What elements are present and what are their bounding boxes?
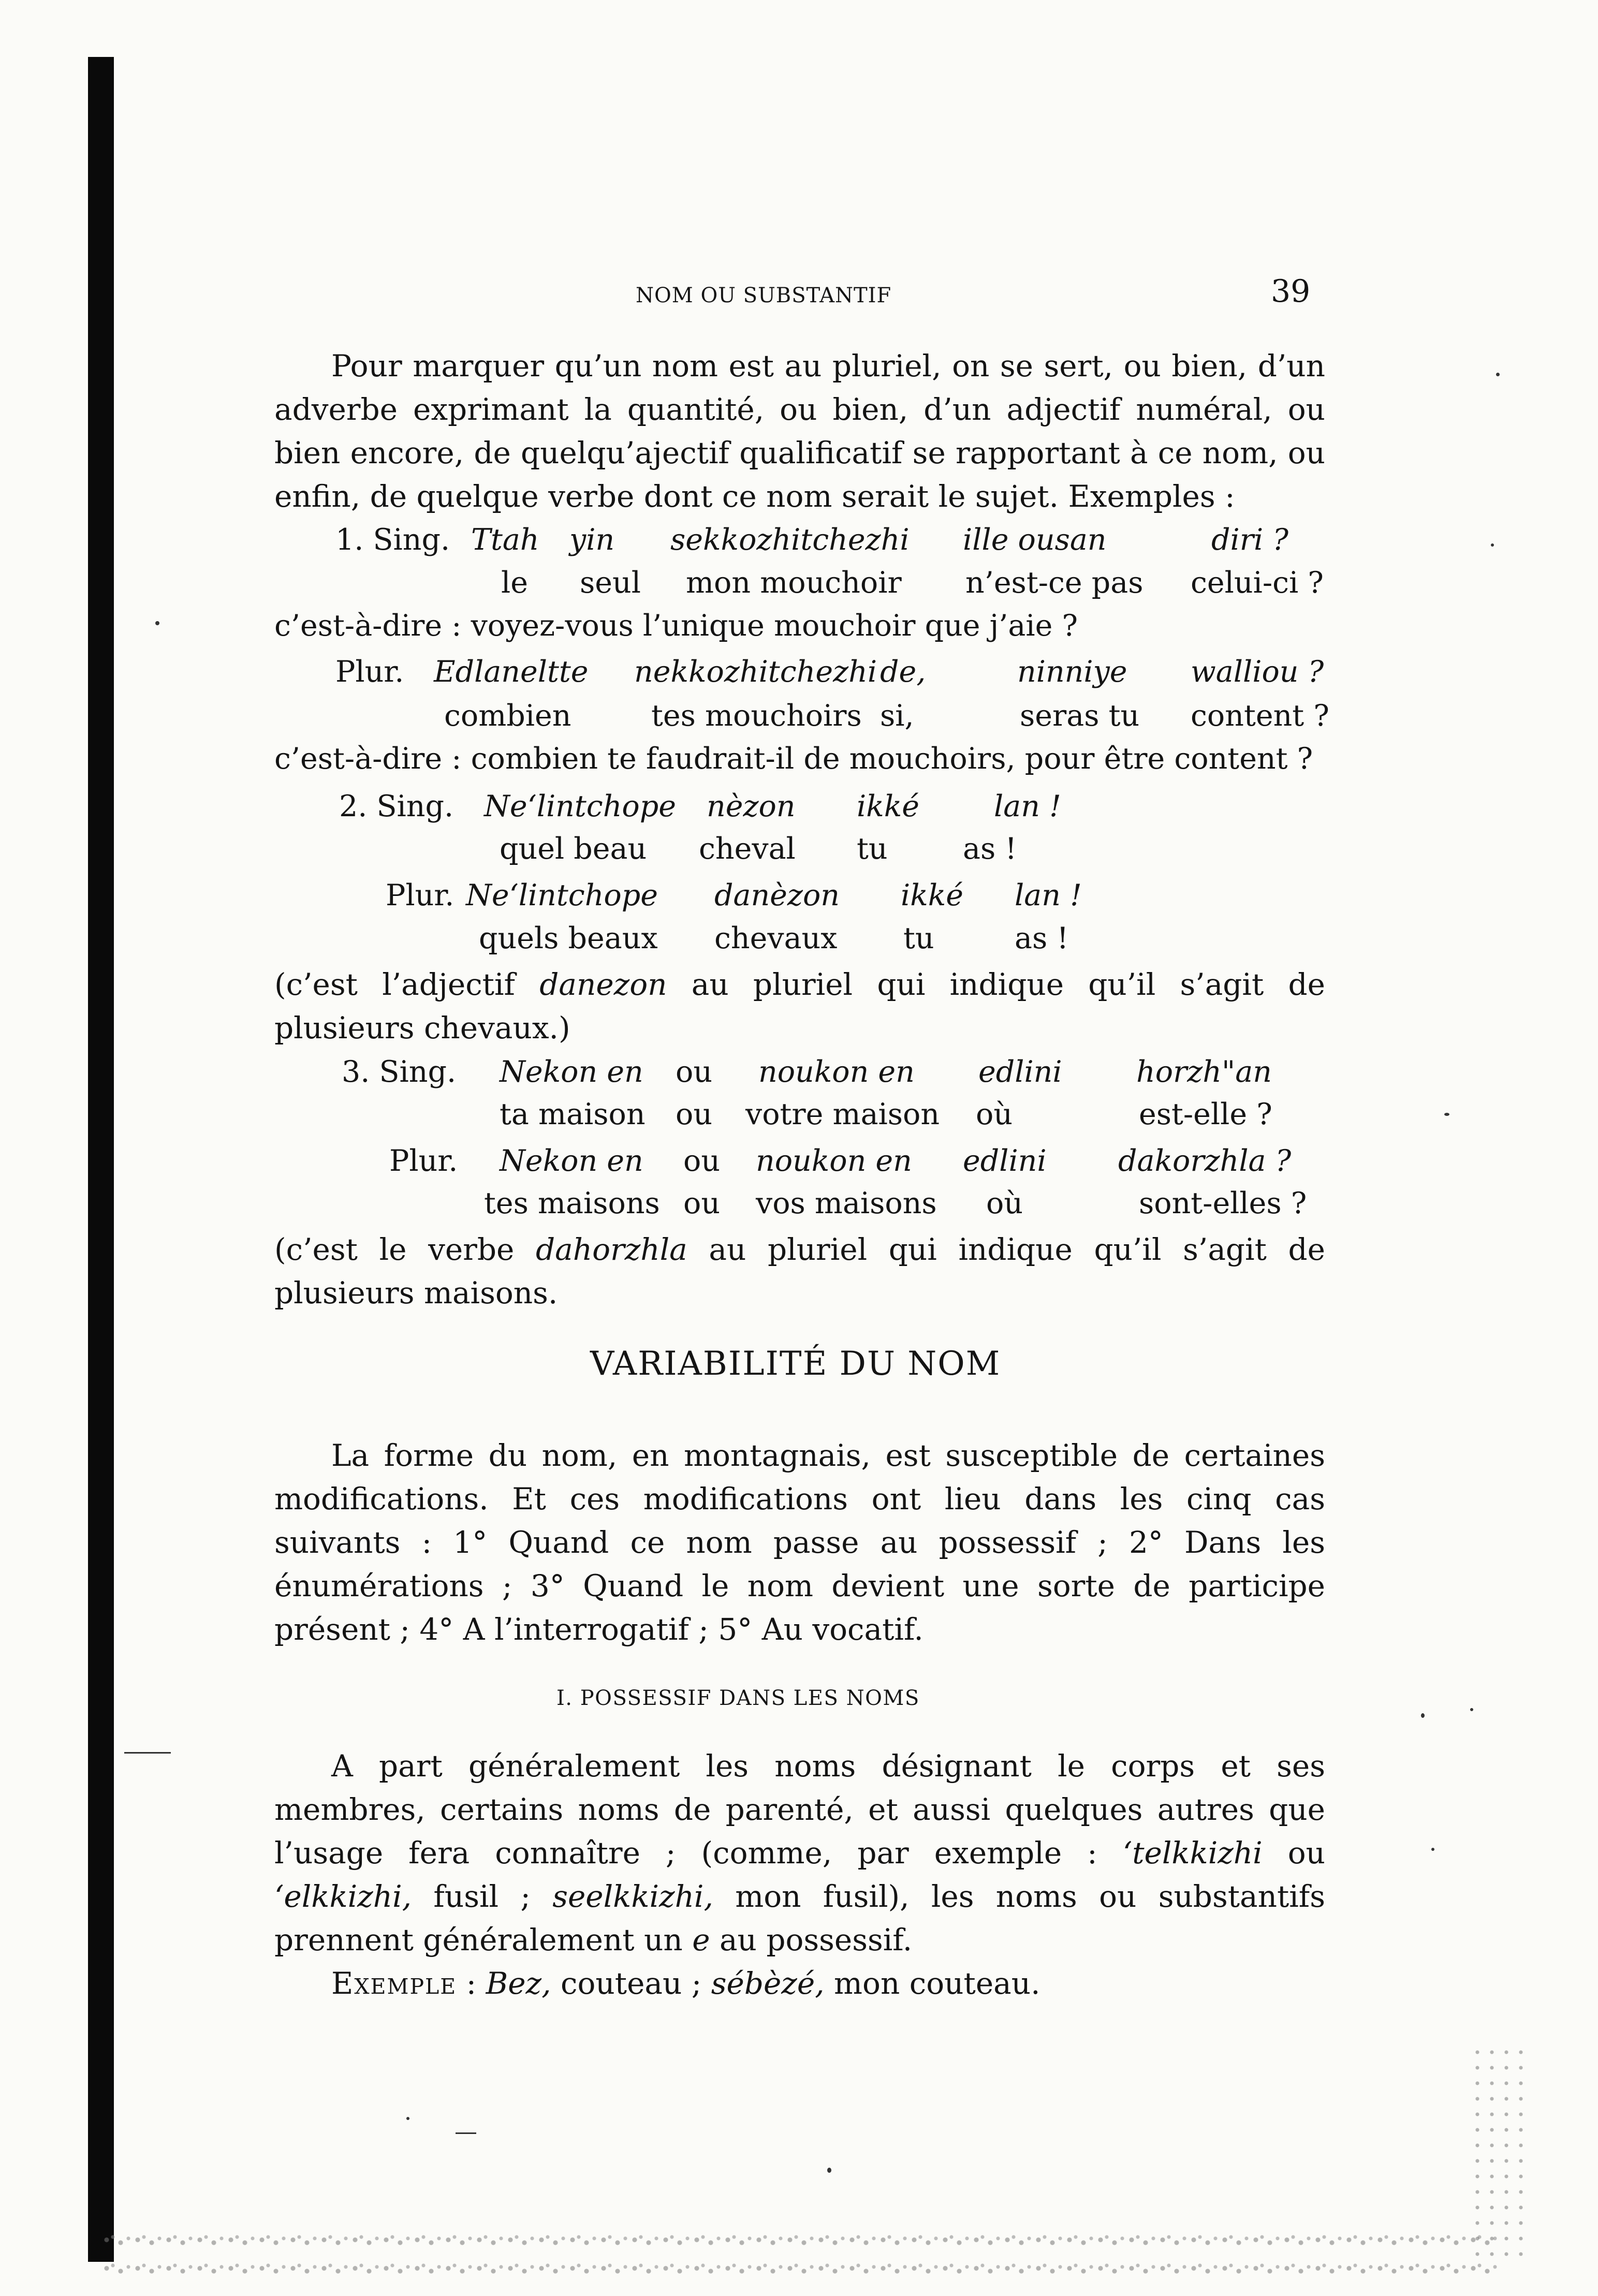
ex3-sing-word: noukon en bbox=[758, 1055, 915, 1089]
intro-text: Pour marquer qu’un nom est au pluriel, on se sert, ou bien, d’un adverbe exprimant la quantité, ou bien, d’un adjectif numéral, ou bien encore, de quelqu’ajectif qualificatif se rapportant à ce nom, ou enfin, de quelque verbe dont ce nom serait le sujet. Exemples : bbox=[274, 348, 1325, 514]
ex2-note: (c’est l’adjectif danezon au pluriel qui indique qu’il s’agit de plusieurs chevaux.) bbox=[274, 967, 1325, 1046]
section-heading: VARIABILITÉ DU NOM bbox=[590, 1345, 1001, 1383]
scan-dash bbox=[124, 1752, 171, 1754]
ex2-sing-gloss: cheval bbox=[699, 832, 796, 866]
ex2-sing-gloss: quel beau bbox=[500, 832, 647, 866]
ex1-sing-gloss: celui-ci ? bbox=[1191, 566, 1324, 600]
page-number: 39 bbox=[1271, 273, 1311, 310]
ex3-plur-gloss: tes maisons bbox=[484, 1186, 660, 1220]
ex1-sing-word: yin bbox=[569, 523, 615, 557]
ex3-plur-word: Nekon en bbox=[500, 1144, 643, 1178]
ex1-plur-gloss: tes mouchoirs bbox=[651, 699, 862, 733]
ex2-sing-word: ikké bbox=[857, 789, 920, 823]
ex1-sing-meaning: c’est-à-dire : voyez-vous l’unique mouchoir que j’aie ? bbox=[274, 609, 1078, 643]
ex3-sing-word: Nekon en bbox=[500, 1055, 643, 1089]
ex1-plur-word: Edlaneltte bbox=[434, 655, 589, 689]
ex1-plur-word: ninniye bbox=[1017, 655, 1127, 689]
ex1-plur-gloss: content ? bbox=[1191, 699, 1329, 733]
ex3-sing-word: ou bbox=[676, 1055, 713, 1089]
possessif-paragraph bbox=[274, 1744, 1325, 2005]
scan-speck bbox=[1431, 1848, 1434, 1851]
running-header: NOM OU SUBSTANTIF bbox=[636, 284, 892, 307]
scan-speck bbox=[827, 2168, 831, 2173]
ex1-plur-label: Plur. bbox=[335, 655, 404, 689]
possessif-text: A part généralement les noms désignant le corps et ses membres, certains noms de parenté, et aussi quelques autres que l’usage fera connaître ; (comme, par exemple : ‘telkkizhi ou ‘elkkizhi, fusil ; seelkkizhi, mon fusil), les noms ou substantifs prennent généralement un e au possessif. bbox=[274, 1748, 1326, 1958]
ex2-sing-word: lan ! bbox=[994, 789, 1061, 823]
ex3-sing-label: 3. Sing. bbox=[342, 1055, 457, 1089]
ex3-plur-word: edlini bbox=[963, 1144, 1047, 1178]
subsection-heading: I. POSSESSIF DANS LES NOMS bbox=[556, 1686, 920, 1710]
scan-noise-bottom bbox=[104, 2226, 1501, 2283]
ex2-plur-gloss: as ! bbox=[1015, 921, 1069, 955]
ex3-plur-gloss: sont-elles ? bbox=[1139, 1186, 1307, 1220]
ex1-sing-word: ille ousan bbox=[963, 523, 1107, 557]
ex3-sing-word: edlini bbox=[978, 1055, 1062, 1089]
ex1-plur-word: nekkozhitchezhi bbox=[634, 655, 877, 689]
ex3-plur-gloss: vos maisons bbox=[756, 1186, 937, 1220]
scan-speck bbox=[1496, 373, 1500, 376]
section-paragraph bbox=[274, 1434, 1325, 1651]
scan-speck bbox=[1444, 1113, 1449, 1116]
ex3-plur-word: noukon en bbox=[756, 1144, 912, 1178]
ex3-plur-gloss: où bbox=[986, 1186, 1023, 1220]
ex1-sing-word: sekkozhitchezhi bbox=[670, 523, 910, 557]
ex2-plur-word: ikké bbox=[901, 878, 964, 912]
ex3-sing-gloss: votre maison bbox=[745, 1097, 940, 1131]
ex1-sing-word: Ttah bbox=[471, 523, 539, 557]
ex1-plur-gloss: si, bbox=[880, 699, 914, 733]
scan-speck bbox=[1470, 1708, 1473, 1711]
ex1-plur-word: de, bbox=[880, 655, 926, 689]
ex2-plur-word: danèzon bbox=[714, 878, 840, 912]
ex1-sing-word: diri ? bbox=[1211, 523, 1288, 557]
section-text: La forme du nom, en montagnais, est susceptible de certaines modifications. Et ces modifications ont lieu dans les cinq cas suivants : 1° Quand ce nom passe au possessif ; 2° Dans les énumérations ; 3° Quand le nom devient une sorte de participe présent ; 4° A l’interrogatif ; 5° Au vocatif. bbox=[274, 1438, 1325, 1647]
ex1-sing-label: 1. Sing. bbox=[335, 523, 450, 557]
book-spine-shadow bbox=[88, 57, 114, 2262]
ex2-sing-gloss: as ! bbox=[963, 832, 1017, 866]
ex2-sing-word: nèzon bbox=[707, 789, 796, 823]
ex3-plur-label: Plur. bbox=[389, 1144, 458, 1178]
ex3-sing-gloss: où bbox=[976, 1097, 1013, 1131]
ex2-plur-label: Plur. bbox=[386, 878, 455, 912]
scan-noise-right bbox=[1470, 2044, 1532, 2262]
intro-paragraph bbox=[274, 344, 1325, 518]
scan-speck bbox=[155, 621, 159, 625]
scan-speck bbox=[406, 2117, 409, 2120]
ex1-plur-meaning: c’est-à-dire : combien te faudrait-il de mouchoirs, pour être content ? bbox=[274, 742, 1313, 776]
example-line: Exemple : Bez, couteau ; sébèzé, mon couteau. bbox=[331, 1966, 1040, 2001]
ex1-plur-gloss: combien bbox=[444, 699, 571, 733]
ex3-plur-gloss: ou bbox=[683, 1186, 721, 1220]
ex2-sing-label: 2. Sing. bbox=[339, 789, 454, 823]
ex2-plur-word: lan ! bbox=[1015, 878, 1082, 912]
ex3-sing-gloss: ta maison bbox=[500, 1097, 646, 1131]
ex2-plur-gloss: tu bbox=[903, 921, 934, 955]
ex1-plur-word: walliou ? bbox=[1191, 655, 1324, 689]
ex2-plur-gloss: quels beaux bbox=[479, 921, 658, 955]
ex3-sing-gloss: est-elle ? bbox=[1139, 1097, 1272, 1131]
scan-speck bbox=[1421, 1713, 1425, 1718]
scan-speck bbox=[1491, 543, 1494, 547]
ex1-plur-gloss: seras tu bbox=[1020, 699, 1140, 733]
ex3-plur-word: dakorzhla ? bbox=[1118, 1144, 1292, 1178]
ex1-sing-gloss: n’est-ce pas bbox=[965, 566, 1143, 600]
ex2-plur-gloss: chevaux bbox=[714, 921, 838, 955]
ex3-plur-word: ou bbox=[683, 1144, 721, 1178]
ex3-sing-gloss: ou bbox=[676, 1097, 713, 1131]
ex3-note: (c’est le verbe dahorzhla au pluriel qui indique qu’il s’agit de plusieurs maisons. bbox=[274, 1232, 1325, 1311]
ex1-sing-gloss: seul bbox=[580, 566, 641, 600]
ex3-sing-word: horzh"an bbox=[1136, 1055, 1272, 1089]
ex2-sing-word: Ne‘lintchope bbox=[484, 789, 676, 823]
scan-dash bbox=[456, 2132, 476, 2134]
ex2-plur-word: Ne‘lintchope bbox=[466, 878, 658, 912]
ex1-sing-gloss: le bbox=[501, 566, 528, 600]
ex1-sing-gloss: mon mouchoir bbox=[686, 566, 902, 600]
ex2-sing-gloss: tu bbox=[857, 832, 888, 866]
